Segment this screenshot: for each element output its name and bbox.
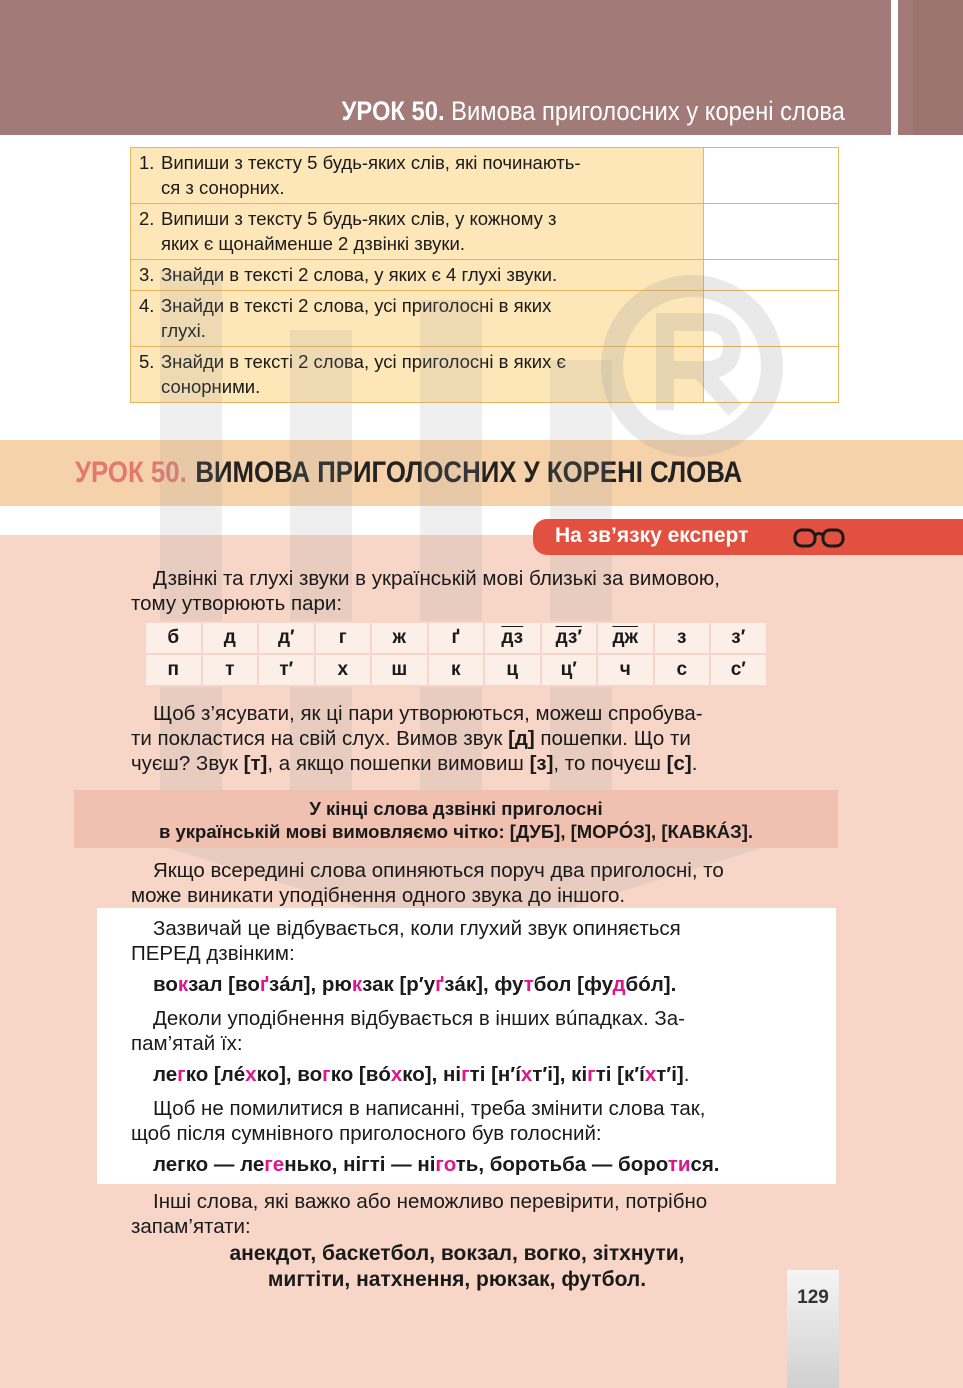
task-row: 2. Випиши з тексту 5 будь-яких слів, у кожному з яких є щонайменше 2 дзвінкі звуки.: [131, 204, 839, 260]
intro-paragraph: Дзвінкі та глухі звуки в українській мові близькі за вимовою, тому утворюють пари:: [131, 567, 721, 615]
memorize-paragraph: Інші слова, які важко або неможливо перевірити, потрібно запам’ятати:: [131, 1190, 708, 1238]
lesson-title: УРОК 50. ВИМОВА ПРИГОЛОСНИХ У КОРЕНІ СЛОВА: [75, 456, 743, 489]
task-row: 4. Знайди в тексті 2 слова, усі приголосні в яких глухі.: [131, 291, 839, 347]
header-right-strip: [913, 0, 963, 135]
task-answer-cell[interactable]: [704, 204, 839, 260]
usually-paragraph: Зазвичай це відбувається, коли глухий звук опиняється ПЕРЕД дзвінким:: [131, 917, 681, 965]
task-answer-cell[interactable]: [704, 291, 839, 347]
task-row: 3. Знайди в тексті 2 слова, у яких є 4 глухі звуки.: [131, 260, 839, 291]
voiced-row: б д д′ г ж ґ дз дз′ дж з з′: [145, 622, 767, 654]
example-line-2: легко [лéхко], вогко [вóхко], нігті [н′íхт′і], кігті [к′íхт′і].: [153, 1063, 690, 1086]
check-paragraph: Щоб не помилитися в написанні, треба змінити слова так, щоб після сумнівного приголосного був голосний:: [131, 1097, 706, 1145]
assimilation-paragraph: Якщо всередині слова опиняються поруч два приголосні, то може виникати уподібнення одного звука до іншого.: [131, 859, 724, 907]
rule-text: У кінці слова дзвінкі приголосні в українській мові вимовляємо чітко: [ДУБ], [МОРÓЗ], [КАВКÁЗ].: [158, 798, 754, 842]
voiceless-row: п т т′ х ш к ц ц′ ч с с′: [145, 654, 767, 686]
header-side-strip: [898, 0, 913, 135]
hearing-paragraph: Щоб з’ясувати, як ці пари утворюються, можеш спробува- ти покластися на свій слух. Вимов звук [д] пошепки. Що ти чуєш? Звук [т], а якщо пошепки вимовиш [з], то почуєш [с].: [131, 702, 703, 775]
task-row: 1. Випиши з тексту 5 будь-яких слів, які починають- ся з сонорних.: [131, 148, 839, 204]
example-line-3: легко — легенько, нігті — ніготь, боротьба — боротися.: [153, 1153, 720, 1176]
example-line-1: вокзал [воґзáл], рюкзак [р′уґзáк], футбол [фудбóл].: [153, 973, 677, 996]
task-answer-cell[interactable]: [704, 148, 839, 204]
task-answer-cell[interactable]: [704, 260, 839, 291]
sometimes-paragraph: Деколи уподібнення відбувається в інших вúпадках. За- пам’ятай їх:: [131, 1007, 685, 1055]
expert-label: На зв’язку експерт: [555, 524, 749, 547]
header-title: УРОК 50. Вимова приголосних у корені слова: [341, 96, 845, 126]
page-number: 129: [797, 1287, 829, 1308]
words-to-memorize: анекдот, баскетбол, вокзал, вогко, зітхнути, мигтіти, натхнення, рюкзак, футбол.: [229, 1242, 685, 1291]
task-table: [130, 147, 839, 403]
glasses-icon: [793, 527, 845, 549]
task-answer-cell[interactable]: [704, 347, 839, 403]
task-row: 5. Знайди в тексті 2 слова, усі приголосні в яких є сонорними.: [131, 347, 839, 403]
consonant-pairs-table: [144, 621, 768, 687]
